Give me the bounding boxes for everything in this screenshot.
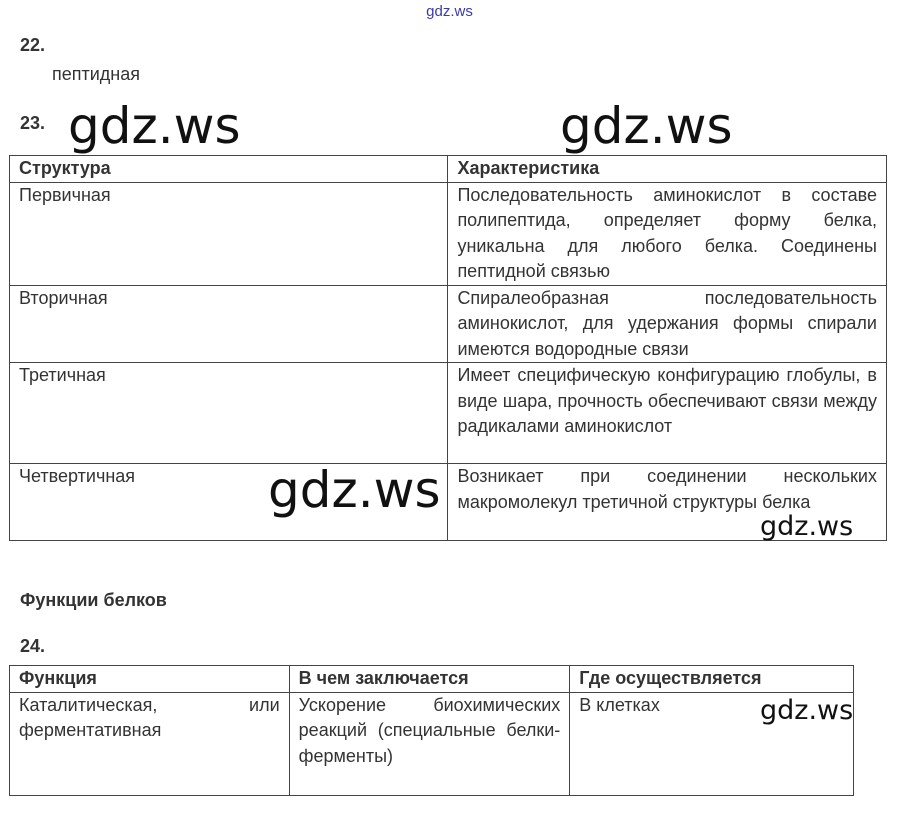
structure-table bbox=[9, 155, 887, 541]
question-24-number: 24. bbox=[20, 636, 46, 656]
table-row bbox=[10, 692, 854, 795]
header-essence: В чем заключается bbox=[289, 666, 570, 693]
functions-table bbox=[9, 665, 854, 796]
table-row bbox=[10, 363, 887, 464]
top-watermark: gdz.ws bbox=[426, 3, 473, 20]
structure-cell: Третичная bbox=[10, 363, 448, 464]
table-header-row bbox=[10, 156, 887, 183]
description-cell: Имеет специфическую конфигурацию глобулы, в виде шара, прочность обеспечивают связи между радикалами аминокислот bbox=[448, 363, 887, 464]
question-23-number: 23. bbox=[20, 113, 46, 133]
table-row bbox=[10, 182, 887, 285]
description-cell: Спиралеобразная последовательность аминокислот, для удержания формы спирали имеются водородные связи bbox=[448, 285, 887, 363]
section-title: Функции белков bbox=[20, 590, 167, 610]
table-header-row bbox=[10, 666, 854, 693]
watermark: gdz.ws bbox=[560, 97, 733, 155]
structure-cell: Вторичная bbox=[10, 285, 448, 363]
essence-cell: Ускорение биохимических реакций (специальные белки-ферменты) bbox=[289, 692, 570, 795]
header-function: Функция bbox=[10, 666, 290, 693]
table-row bbox=[10, 285, 887, 363]
watermark: gdz.ws bbox=[760, 695, 854, 726]
header-structure: Структура bbox=[10, 156, 448, 183]
function-cell: Каталитическая, или ферментативная bbox=[10, 692, 290, 795]
structure-cell: Четвертичная bbox=[10, 464, 448, 541]
question-22-number: 22. bbox=[20, 35, 46, 55]
header-characteristic: Характеристика bbox=[448, 156, 887, 183]
watermark: gdz.ws bbox=[268, 461, 441, 519]
structure-cell: Первичная bbox=[10, 182, 448, 285]
watermark: gdz.ws bbox=[760, 511, 854, 542]
question-22-answer: пептидная bbox=[52, 64, 141, 84]
header-location: Где осуществляется bbox=[570, 666, 854, 693]
description-cell: Возникает при соединении нескольких макромолекул третичной структуры белка bbox=[448, 464, 887, 541]
description-cell: Последовательность аминокислот в составе полипептида, определяет форму белка, уникальна для любого белка. Соединены пептидной связью bbox=[448, 182, 887, 285]
table-row bbox=[10, 464, 887, 541]
watermark: gdz.ws bbox=[68, 97, 241, 155]
location-cell: В клетках bbox=[570, 692, 854, 795]
